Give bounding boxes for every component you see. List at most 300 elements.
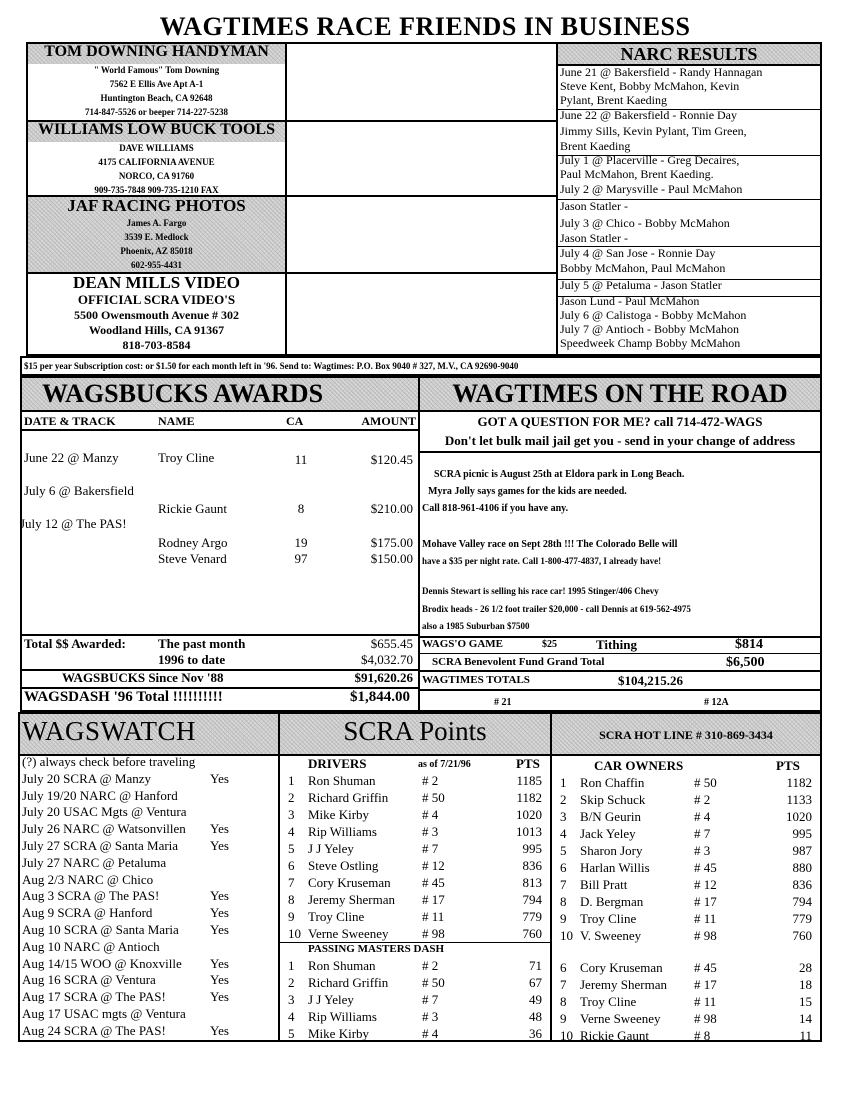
points-name: B/N Geurin bbox=[580, 809, 642, 824]
points-value: 779 bbox=[522, 909, 542, 924]
points-pos: 2 bbox=[288, 790, 295, 805]
wagswatch-event: Aug 17 SCRA @ The PAS! bbox=[22, 989, 166, 1005]
wagswatch-event: Aug 10 NARC @ Antioch bbox=[22, 938, 160, 954]
col-header: CA bbox=[286, 414, 304, 428]
points-row bbox=[552, 1010, 820, 1027]
wagswatch-row bbox=[20, 821, 276, 838]
narc-line: Jason Statler - bbox=[560, 231, 628, 245]
points-row bbox=[552, 842, 820, 859]
sponsor-williams bbox=[28, 121, 285, 197]
points-car-number: # 7 bbox=[422, 992, 439, 1007]
points-row bbox=[552, 876, 820, 893]
narc-line: Speedweek Champ Bobby McMahon bbox=[560, 336, 741, 350]
road-note: SCRA picnic is August 25th at Eldora park in Long Beach. bbox=[434, 469, 685, 480]
points-name: Steve Ostling bbox=[308, 858, 379, 873]
points-value: 28 bbox=[799, 960, 812, 975]
col-header: NAME bbox=[158, 414, 195, 428]
past-month-label: The past month bbox=[158, 636, 246, 651]
points-car-number: # 98 bbox=[694, 1011, 717, 1026]
award-name: Steve Venard bbox=[158, 551, 227, 566]
points-pos: 9 bbox=[288, 909, 295, 924]
points-car-number: # 4 bbox=[694, 809, 711, 824]
narc-line: June 22 @ Bakersfield - Ronnie Day bbox=[560, 108, 738, 122]
points-car-number: # 17 bbox=[694, 894, 717, 909]
points-car-number: # 7 bbox=[422, 841, 439, 856]
wagswatch-list bbox=[20, 754, 276, 1040]
owners-header: CAR OWNERS bbox=[594, 758, 684, 773]
col-header: AMOUNT bbox=[361, 414, 416, 428]
points-name: Skip Schuck bbox=[580, 792, 646, 807]
points-car-number: # 3 bbox=[422, 824, 439, 839]
wagswatch-row bbox=[20, 771, 276, 788]
sponsor-line: 3539 E. Medlock bbox=[124, 232, 189, 242]
sponsor-line: OFFICIAL SCRA VIDEO'S bbox=[77, 292, 236, 307]
points-car-number: # 12 bbox=[422, 858, 445, 873]
fund-label: SCRA Benevolent Fund Grand Total bbox=[432, 656, 605, 668]
points-name: Rip Williams bbox=[308, 824, 377, 839]
wagswatch-event: Aug 10 SCRA @ Santa Maria bbox=[22, 921, 179, 937]
sponsor-name: DEAN MILLS VIDEO bbox=[73, 273, 240, 292]
wagswatch-status: Yes bbox=[210, 989, 229, 1005]
wagswatch-event: Aug 17 USAC mgts @ Ventura bbox=[22, 1005, 186, 1021]
points-row bbox=[552, 927, 820, 944]
narc-line: July 7 @ Antioch - Bobby McMahon bbox=[560, 322, 740, 336]
narc-line: Jimmy Sills, Kevin Pylant, Tim Green, bbox=[560, 124, 747, 138]
narc-line: Steve Kent, Bobby McMahon, Kevin bbox=[560, 79, 740, 93]
road-note: Myra Jolly says games for the kids are needed. bbox=[428, 486, 627, 497]
points-car-number: # 3 bbox=[422, 1009, 439, 1024]
points-pos: 2 bbox=[288, 975, 295, 990]
past-month-value: $655.45 bbox=[370, 636, 413, 651]
points-pos: 3 bbox=[288, 807, 295, 822]
award-name: Rodney Argo bbox=[158, 535, 228, 550]
points-car-number: # 3 bbox=[694, 843, 711, 858]
points-row bbox=[552, 825, 820, 842]
points-pos: 1 bbox=[288, 773, 295, 788]
points-row bbox=[280, 891, 550, 908]
sponsor-name: JAF RACING PHOTOS bbox=[67, 196, 246, 215]
wagswatch-row bbox=[20, 855, 276, 872]
award-name: Rickie Gaunt bbox=[158, 501, 227, 516]
points-name: Ron Shuman bbox=[308, 958, 376, 973]
tithing-label: Tithing bbox=[596, 637, 637, 652]
narc-line: Jason Lund - Paul McMahon bbox=[560, 294, 700, 308]
wagswatch-event: Aug 2/3 NARC @ Chico bbox=[22, 871, 154, 887]
wagswatch-event: (?) always check before traveling bbox=[22, 754, 196, 769]
narc-title: NARC RESULTS bbox=[558, 44, 820, 64]
points-pos: 1 bbox=[288, 958, 295, 973]
asof-date: as of 7/21/96 bbox=[418, 759, 471, 770]
road-note: Brodix heads - 26 1/2 foot trailer $20,000 - call Dennis at 619-562-4975 bbox=[422, 604, 691, 614]
points-name: Jeremy Sherman bbox=[580, 977, 668, 992]
since-value: $91,620.26 bbox=[354, 670, 413, 685]
fund-value: $6,500 bbox=[726, 655, 765, 670]
points-name: Jeremy Sherman bbox=[308, 892, 396, 907]
subscription-text: $15 per year Subscription cost: or $1.50 for each month left in '96. Send to: Wagtimes: P.O. Box 9040 # 327, M.V., CA 92690-9040 bbox=[24, 361, 519, 371]
points-value: 1020 bbox=[786, 809, 812, 824]
points-car-number: # 17 bbox=[694, 977, 717, 992]
points-name: Verne Sweeney bbox=[580, 1011, 661, 1026]
points-pos: 5 bbox=[288, 841, 295, 856]
narc-results-list bbox=[560, 65, 822, 350]
narc-line: Brent Kaeding bbox=[560, 139, 631, 153]
points-value: 995 bbox=[522, 841, 542, 856]
points-name: Richard Griffin bbox=[308, 975, 389, 990]
sponsor-line: 909-735-7848 909-735-1210 FAX bbox=[94, 185, 219, 195]
wagswatch-row bbox=[20, 872, 276, 889]
points-name: Troy Cline bbox=[580, 994, 637, 1009]
award-amount: $120.45 bbox=[370, 452, 413, 467]
narc-line: July 6 @ Calistoga - Bobby McMahon bbox=[560, 308, 747, 322]
col-header: DATE & TRACK bbox=[24, 414, 116, 428]
total-label: Total $$ Awarded: bbox=[24, 636, 126, 651]
points-value: 794 bbox=[792, 894, 812, 909]
points-pos: 9 bbox=[560, 911, 567, 926]
totals-label: WAGTIMES TOTALS bbox=[422, 674, 530, 686]
wagswatch-event: Aug 3 SCRA @ The PAS! bbox=[22, 888, 160, 904]
points-pos: 6 bbox=[560, 960, 567, 975]
points-row bbox=[280, 1025, 550, 1042]
sponsor-line: 602-955-4431 bbox=[131, 260, 182, 270]
points-name: Cory Kruseman bbox=[308, 875, 391, 890]
sponsor-line: Huntington Beach, CA 92648 bbox=[100, 93, 213, 103]
wagswatch-row bbox=[20, 804, 276, 821]
points-name: Mike Kirby bbox=[308, 807, 370, 822]
wagswatch-event: July 19/20 NARC @ Hanford bbox=[22, 787, 178, 803]
drivers-list bbox=[280, 772, 550, 942]
sponsor-dean-mills bbox=[28, 273, 285, 353]
points-name: J J Yeley bbox=[308, 992, 354, 1007]
points-pos: 2 bbox=[560, 792, 567, 807]
points-car-number: # 2 bbox=[694, 792, 711, 807]
narc-line: Bobby McMahon, Paul McMahon bbox=[560, 261, 726, 275]
award-amount: $175.00 bbox=[370, 535, 413, 550]
points-name: Jack Yeley bbox=[580, 826, 636, 841]
points-car-number: # 2 bbox=[422, 958, 439, 973]
points-car-number: # 98 bbox=[694, 928, 717, 943]
since-label: WAGSBUCKS Since Nov '88 bbox=[62, 670, 224, 685]
points-name: Sharon Jory bbox=[580, 843, 643, 858]
points-value: 1182 bbox=[786, 775, 812, 790]
sponsor-line: NORCO, CA 91760 bbox=[118, 171, 195, 181]
points-car-number: # 4 bbox=[422, 1026, 439, 1041]
wagswatch-row bbox=[20, 888, 276, 905]
points-value: 779 bbox=[792, 911, 812, 926]
points-value: 15 bbox=[799, 994, 812, 1009]
points-row bbox=[552, 893, 820, 910]
wagswatch-row bbox=[20, 972, 276, 989]
award-amount: $210.00 bbox=[370, 501, 413, 516]
page-title: WAGTIMES RACE FRIENDS IN BUSINESS bbox=[159, 12, 691, 41]
wagswatch-row bbox=[20, 1006, 276, 1023]
narc-line: Pylant, Brent Kaeding bbox=[560, 93, 667, 107]
owners-list bbox=[552, 774, 820, 944]
sponsor-jaf bbox=[28, 196, 285, 272]
road-title: WAGTIMES ON THE ROAD bbox=[420, 378, 820, 410]
points-pos: 10 bbox=[560, 928, 573, 943]
sponsor-line: " World Famous" Tom Downing bbox=[93, 65, 220, 75]
points-car-number: # 17 bbox=[422, 892, 445, 907]
points-row bbox=[552, 993, 820, 1010]
points-car-number: # 50 bbox=[694, 775, 717, 790]
points-row bbox=[552, 791, 820, 808]
points-car-number: # 50 bbox=[422, 790, 445, 805]
points-title: SCRA Points bbox=[343, 716, 487, 746]
road-note: also a 1985 Suburban $7500 bbox=[422, 621, 530, 631]
points-row bbox=[280, 925, 550, 942]
wagswatch-row bbox=[20, 1023, 276, 1040]
wagswatch-title: WAGSWATCH bbox=[22, 716, 197, 746]
points-name: Rip Williams bbox=[308, 1009, 377, 1024]
points-car-number: # 50 bbox=[422, 975, 445, 990]
wagswatch-status: Yes bbox=[210, 972, 229, 988]
points-value: 49 bbox=[529, 992, 542, 1007]
wagswatch-event: Aug 14/15 WOO @ Knoxville bbox=[22, 955, 182, 971]
wagswatch-status: Yes bbox=[210, 888, 229, 904]
road-mail: Don't let bulk mail jail get you - send in your change of address bbox=[444, 433, 796, 448]
award-ca: 19 bbox=[294, 535, 308, 550]
narc-line: July 2 @ Marysville - Paul McMahon bbox=[560, 182, 743, 196]
pts-header: PTS bbox=[516, 756, 540, 771]
narc-line: June 21 @ Bakersfield - Randy Hannagan bbox=[560, 65, 763, 79]
points-name: D. Bergman bbox=[580, 894, 644, 909]
points-value: 995 bbox=[792, 826, 812, 841]
wagswatch-row bbox=[20, 922, 276, 939]
points-pos: 7 bbox=[560, 977, 567, 992]
points-row bbox=[552, 976, 820, 993]
points-name: Ron Chaffin bbox=[580, 775, 645, 790]
points-value: 36 bbox=[529, 1026, 542, 1041]
points-pos: 4 bbox=[560, 826, 567, 841]
hotline: SCRA HOT LINE # 310-869-3434 bbox=[599, 728, 773, 742]
award-date: July 12 @ The PAS! bbox=[20, 516, 127, 531]
points-value: 67 bbox=[529, 975, 542, 990]
points-value: 1013 bbox=[516, 824, 542, 839]
points-pos: 6 bbox=[560, 860, 567, 875]
points-pos: 7 bbox=[288, 875, 295, 890]
points-row bbox=[280, 823, 550, 840]
points-value: 794 bbox=[522, 892, 542, 907]
wagsbucks-title: WAGSBUCKS AWARDS bbox=[22, 378, 418, 410]
points-name: Ron Shuman bbox=[308, 773, 376, 788]
points-car-number: # 11 bbox=[694, 911, 717, 926]
issue-number: # 12A bbox=[704, 697, 729, 708]
wagswatch-event: July 27 SCRA @ Santa Maria bbox=[22, 837, 179, 853]
points-row bbox=[280, 789, 550, 806]
award-name: Troy Cline bbox=[158, 450, 215, 465]
award-ca: 97 bbox=[294, 551, 308, 566]
points-row bbox=[280, 1008, 550, 1025]
points-pos: 10 bbox=[560, 1028, 573, 1043]
wagswatch-status: Yes bbox=[210, 905, 229, 921]
wagswatch-event: Aug 16 SCRA @ Ventura bbox=[22, 972, 156, 988]
wagswatch-status: Yes bbox=[210, 821, 229, 837]
points-value: 14 bbox=[799, 1011, 812, 1026]
points-value: 836 bbox=[522, 858, 542, 873]
narc-line: Jason Statler - bbox=[560, 199, 628, 213]
sponsor-line: 714-847-5526 or beeper 714-227-5238 bbox=[85, 107, 228, 117]
narc-line: July 5 @ Petaluma - Jason Statler bbox=[560, 278, 722, 292]
points-pos: 5 bbox=[288, 1026, 295, 1041]
points-value: 48 bbox=[529, 1009, 542, 1024]
road-note: have a $35 per night rate. Call 1-800-477-4837, I already have! bbox=[422, 556, 662, 566]
points-pos: 7 bbox=[560, 877, 567, 892]
passing-header: PASSING MASTERS DASH bbox=[308, 943, 445, 955]
points-pos: 4 bbox=[288, 824, 295, 839]
points-value: 760 bbox=[522, 926, 542, 941]
wagswatch-status: Yes bbox=[210, 955, 229, 971]
wagswatch-status: Yes bbox=[210, 770, 229, 786]
points-name: J J Yeley bbox=[308, 841, 354, 856]
award-amount: $150.00 bbox=[370, 551, 413, 566]
points-value: 1020 bbox=[516, 807, 542, 822]
points-row bbox=[552, 808, 820, 825]
points-value: 987 bbox=[792, 843, 812, 858]
wagswatch-row bbox=[20, 939, 276, 956]
points-car-number: # 11 bbox=[422, 909, 445, 924]
sponsor-line: 5500 Owensmouth Avenue # 302 bbox=[73, 308, 240, 322]
points-value: 760 bbox=[792, 928, 812, 943]
points-car-number: # 2 bbox=[422, 773, 439, 788]
sponsor-line: Phoenix, AZ 85018 bbox=[120, 246, 193, 256]
points-row bbox=[552, 959, 820, 976]
wagswatch-event: Aug 9 SCRA @ Hanford bbox=[22, 905, 153, 921]
points-pos: 1 bbox=[560, 775, 567, 790]
road-question: GOT A QUESTION FOR ME? call 714-472-WAGS bbox=[477, 414, 763, 429]
wagswatch-status: Yes bbox=[210, 837, 229, 853]
points-row bbox=[280, 957, 550, 974]
points-row bbox=[280, 772, 550, 789]
points-value: 813 bbox=[522, 875, 542, 890]
points-pos: 8 bbox=[288, 892, 295, 907]
points-car-number: # 4 bbox=[422, 807, 439, 822]
points-pos: 8 bbox=[560, 994, 567, 1009]
totals-value: $104,215.26 bbox=[618, 673, 683, 688]
to-date-value: $4,032.70 bbox=[361, 652, 413, 667]
points-value: 11 bbox=[799, 1028, 812, 1043]
points-name: Mike Kirby bbox=[308, 1026, 370, 1041]
points-value: 1182 bbox=[516, 790, 542, 805]
award-date: July 6 @ Bakersfield bbox=[24, 483, 134, 498]
road-note: Call 818-961-4106 if you have any. bbox=[422, 503, 569, 514]
narc-line: July 3 @ Chico - Bobby McMahon bbox=[560, 216, 730, 230]
wagswatch-event: July 20 SCRA @ Manzy bbox=[22, 770, 151, 786]
points-value: 1133 bbox=[786, 792, 812, 807]
points-car-number: # 45 bbox=[694, 860, 717, 875]
narc-line: July 1 @ Placerville - Greg Decaires, bbox=[560, 153, 740, 167]
points-car-number: # 7 bbox=[694, 826, 711, 841]
game-value: $25 bbox=[542, 639, 557, 650]
points-name: V. Sweeney bbox=[580, 928, 642, 943]
wagswatch-event: Aug 24 SCRA @ The PAS! bbox=[22, 1022, 166, 1038]
points-pos: 10 bbox=[288, 926, 301, 941]
wagswatch-row bbox=[20, 989, 276, 1006]
sponsor-tom-downing bbox=[28, 43, 285, 119]
points-car-number: # 98 bbox=[422, 926, 445, 941]
wagswatch-row bbox=[20, 838, 276, 855]
wagswatch-status: Yes bbox=[210, 921, 229, 937]
wagsdash-value: $1,844.00 bbox=[350, 689, 410, 705]
wagswatch-row bbox=[20, 754, 276, 771]
points-row bbox=[280, 840, 550, 857]
wagsdash-label: WAGSDASH '96 Total !!!!!!!!!! bbox=[24, 689, 223, 705]
wagswatch-event: July 20 USAC Mgts @ Ventura bbox=[22, 804, 187, 820]
points-value: 71 bbox=[529, 958, 542, 973]
points-value: 18 bbox=[799, 977, 812, 992]
points-name: Bill Pratt bbox=[580, 877, 628, 892]
pts-header: PTS bbox=[776, 758, 800, 773]
points-row bbox=[280, 806, 550, 823]
sponsor-line: DAVE WILLIAMS bbox=[119, 143, 194, 153]
road-note: Mohave Valley race on Sept 28th !!! The Colorado Belle will bbox=[422, 539, 678, 550]
points-name: Verne Sweeney bbox=[308, 926, 389, 941]
wagswatch-event: July 27 NARC @ Petaluma bbox=[22, 854, 167, 870]
wagswatch-row bbox=[20, 956, 276, 973]
points-name: Harlan Willis bbox=[580, 860, 650, 875]
points-row bbox=[280, 874, 550, 891]
drivers-header: DRIVERS bbox=[308, 756, 367, 771]
points-name: Cory Kruseman bbox=[580, 960, 663, 975]
award-ca: 11 bbox=[294, 452, 308, 467]
points-car-number: # 45 bbox=[694, 960, 717, 975]
points-pos: 3 bbox=[288, 992, 295, 1007]
points-value: 836 bbox=[792, 877, 812, 892]
points-row bbox=[280, 908, 550, 925]
points-row bbox=[280, 857, 550, 874]
points-row bbox=[552, 859, 820, 876]
award-ca: 8 bbox=[297, 501, 305, 516]
wagswatch-row bbox=[20, 788, 276, 805]
points-row bbox=[280, 991, 550, 1008]
points-car-number: # 45 bbox=[422, 875, 445, 890]
points-row bbox=[280, 974, 550, 991]
sponsor-line: 4175 CALIFORNIA AVENUE bbox=[98, 157, 215, 167]
wagswatch-row bbox=[20, 905, 276, 922]
points-name: Troy Cline bbox=[308, 909, 365, 924]
points-value: 1185 bbox=[516, 773, 542, 788]
points-name: Rickie Gaunt bbox=[580, 1028, 649, 1043]
points-car-number: # 8 bbox=[694, 1028, 711, 1043]
sponsor-name: TOM DOWNING HANDYMAN bbox=[44, 43, 269, 60]
issue-number: # 21 bbox=[494, 697, 512, 708]
to-date-label: 1996 to date bbox=[158, 652, 226, 667]
sponsor-name: WILLIAMS LOW BUCK TOOLS bbox=[38, 121, 275, 138]
award-date: June 22 @ Manzy bbox=[24, 450, 119, 465]
points-pos: 9 bbox=[560, 1011, 567, 1026]
sponsor-line: 7562 E Ellis Ave Apt A-1 bbox=[109, 79, 204, 89]
points-row bbox=[552, 1027, 820, 1044]
game-label: WAGS'O GAME bbox=[422, 638, 503, 650]
points-pos: 5 bbox=[560, 843, 567, 858]
road-note: Dennis Stewart is selling his race car! 1995 Stinger/406 Chevy bbox=[422, 586, 659, 596]
tithing-value: $814 bbox=[735, 637, 763, 652]
points-pos: 3 bbox=[560, 809, 567, 824]
narc-line: July 4 @ San Jose - Ronnie Day bbox=[560, 246, 716, 260]
points-car-number: # 11 bbox=[694, 994, 717, 1009]
narc-line: Paul McMahon, Brent Kaeding. bbox=[560, 167, 714, 181]
points-pos: 8 bbox=[560, 894, 567, 909]
sponsor-line: Woodland Hills, CA 91367 bbox=[88, 323, 225, 337]
points-row bbox=[552, 910, 820, 927]
sponsor-line: James A. Fargo bbox=[126, 218, 187, 228]
points-pos: 6 bbox=[288, 858, 295, 873]
points-row bbox=[552, 774, 820, 791]
sponsor-line: 818-703-8584 bbox=[122, 338, 191, 352]
wagswatch-status: Yes bbox=[210, 1022, 229, 1038]
points-value: 880 bbox=[792, 860, 812, 875]
passing-list-left bbox=[280, 957, 550, 1042]
points-pos: 4 bbox=[288, 1009, 295, 1024]
